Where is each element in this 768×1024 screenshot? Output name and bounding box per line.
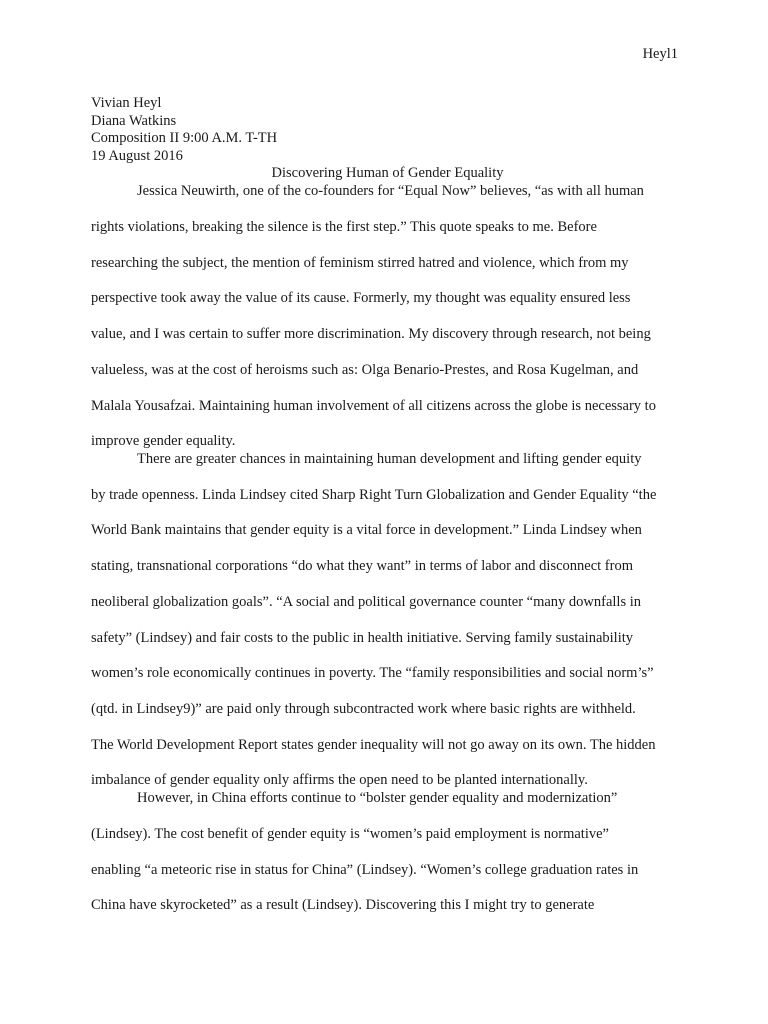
body-line: World Bank maintains that gender equity is a vital force in development.” Linda Lindsey when: [91, 522, 642, 538]
body-line: However, in China efforts continue to “bolster gender equality and modernization”: [137, 790, 618, 806]
body-line: (qtd. in Lindsey9)” are paid only through subcontracted work where basic rights are withheld.: [91, 701, 636, 717]
body-line: China have skyrocketed” as a result (Lindsey). Discovering this I might try to generate: [91, 897, 595, 913]
essay-title: Discovering Human of Gender Equality: [271, 165, 504, 181]
mla-heading: [91, 95, 681, 183]
body-line: safety” (Lindsey) and fair costs to the public in health initiative. Serving family sustainability: [91, 630, 634, 646]
body-line: valueless, was at the cost of heroisms such as: Olga Benario-Prestes, and Rosa Kugelman, and: [91, 362, 639, 378]
body-line: enabling “a meteoric rise in status for China” (Lindsey). “Women’s college graduation rates in: [91, 862, 639, 878]
student-name: Vivian Heyl: [91, 95, 162, 111]
course-name: Composition II 9:00 A.M. T-TH: [91, 130, 278, 146]
essay-date: 19 August 2016: [91, 147, 183, 164]
body-line: imbalance of gender equality only affirms the open need to be planted internationally.: [91, 772, 588, 788]
body-line: (Lindsey). The cost benefit of gender equity is “women’s paid employment is normative”: [91, 826, 609, 842]
body-line: researching the subject, the mention of feminism stirred hatred and violence, which from my: [91, 255, 629, 271]
instructor-name: Diana Watkins: [91, 112, 177, 129]
body-line: improve gender equality.: [91, 433, 236, 449]
body-line: value, and I was certain to suffer more discrimination. My discovery through research, not being: [91, 326, 651, 342]
body-line: neoliberal globalization goals”. “A social and political governance counter “many downfalls in: [91, 594, 642, 610]
body-line: by trade openness. Linda Lindsey cited Sharp Right Turn Globalization and Gender Equality “the: [91, 487, 657, 503]
running-head: Heyl1: [642, 46, 678, 62]
body-line: There are greater chances in maintaining human development and lifting gender equity: [137, 451, 642, 467]
body-line: Jessica Neuwirth, one of the co-founders for “Equal Now” believes, “as with all human: [137, 183, 644, 199]
body-line: The World Development Report states gender inequality will not go away on its own. The hidden: [91, 737, 656, 753]
body-line: perspective took away the value of its cause. Formerly, my thought was equality ensured less: [91, 290, 631, 306]
body-line: stating, transnational corporations “do what they want” in terms of labor and disconnect from: [91, 558, 633, 574]
body-line: women’s role economically continues in poverty. The “family responsibilities and social norm’s”: [91, 665, 654, 681]
body-line: rights violations, breaking the silence is the first step.” This quote speaks to me. Before: [91, 219, 597, 235]
body-line: Malala Yousafzai. Maintaining human involvement of all citizens across the globe is necessary to: [91, 398, 656, 414]
